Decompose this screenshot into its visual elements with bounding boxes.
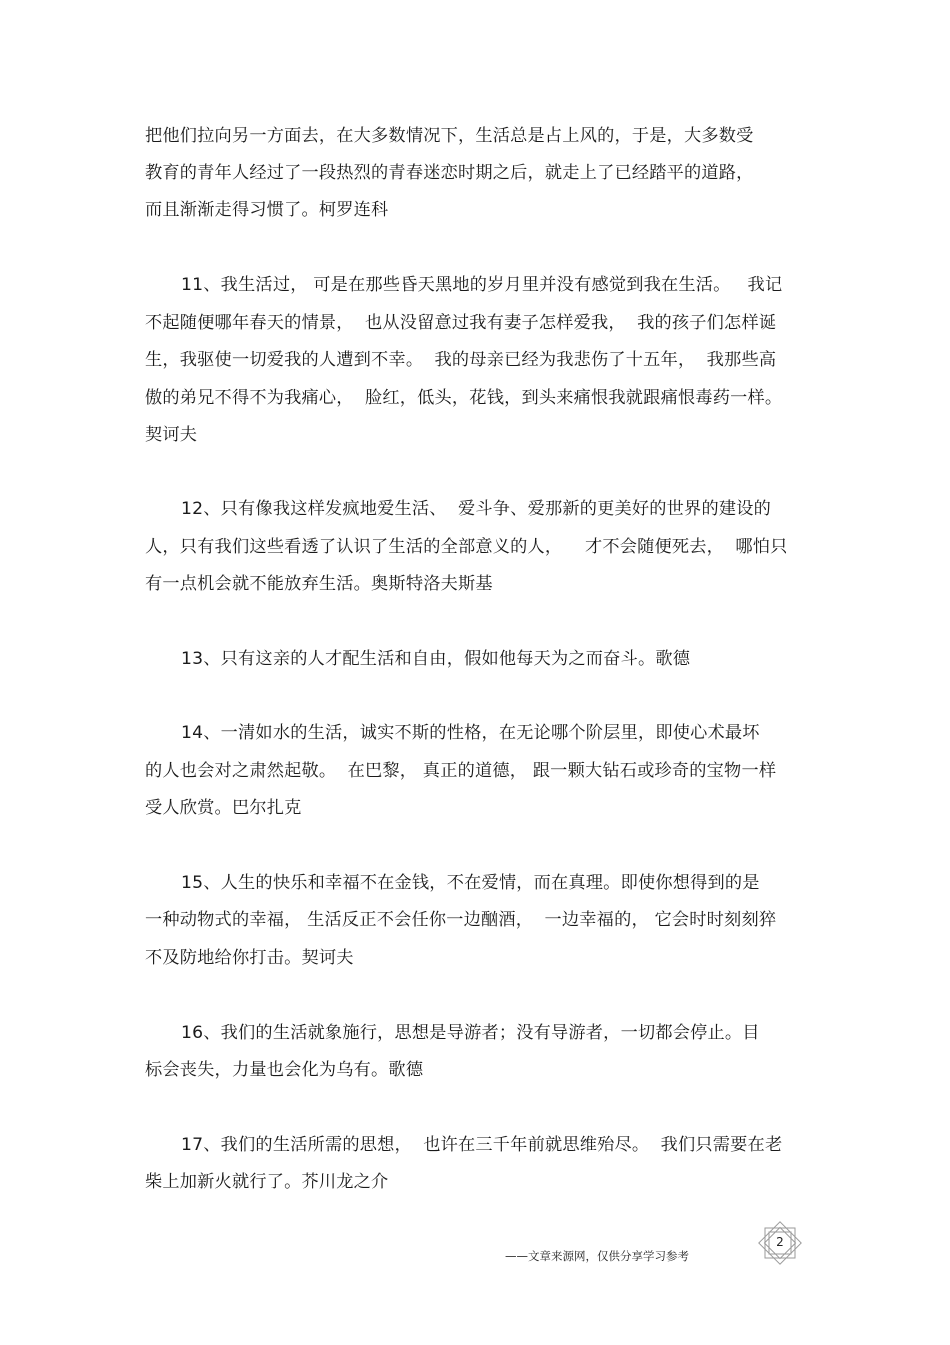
text-line: 14、一清如水的生活，诚实不斯的性格，在无论哪个阶层里，即使心术最坏 <box>181 723 760 743</box>
text-line: 16、我们的生活就象施行，思想是导游者；没有导游者，一切都会停止。目 <box>181 1023 760 1043</box>
text-line: 契诃夫 <box>145 425 198 445</box>
text-line: 而且渐渐走得习惯了。柯罗连科 <box>145 200 389 220</box>
text-line: 13、只有这亲的人才配生活和自由，假如他每天为之而奋斗。歌德 <box>181 649 691 669</box>
text-line: 把他们拉向另一方面去，在大多数情况下，生活总是占上风的，于是，大多数受 <box>145 126 754 146</box>
text-line: 11、我生活过， 可是在那些昏天黑地的岁月里并没有感觉到我在生活。 我记 <box>181 275 783 295</box>
text-line: 15、人生的快乐和幸福不在金钱，不在爱情，而在真理。即使你想得到的是 <box>181 873 760 893</box>
text-line: 标会丧失，力量也会化为乌有。歌德 <box>145 1060 424 1080</box>
text-line: 教育的青年人经过了一段热烈的青春迷恋时期之后，就走上了已经踏平的道路， <box>145 163 754 183</box>
text-line: 17、我们的生活所需的思想， 也许在三千年前就思维殆尽。 我们只需要在老 <box>181 1135 783 1155</box>
page-number: 2 <box>776 1235 784 1249</box>
text-line: 傲的弟兄不得不为我痛心， 脸红，低头，花钱，到头来痛恨我就跟痛恨毒药一样。 <box>145 388 783 408</box>
text-line: 柴上加新火就行了。芥川龙之介 <box>145 1172 389 1192</box>
text-line: 12、只有像我这样发疯地爱生活、 爱斗争、爱那新的更美好的世界的建设的 <box>181 499 772 519</box>
text-line: 生，我驱使一切爱我的人遭到不幸。 我的母亲已经为我悲伤了十五年， 我那些高 <box>145 350 777 370</box>
text-line: 的人也会对之肃然起敬。 在巴黎， 真正的道德， 跟一颗大钻石或珍奇的宝物一样 <box>145 761 777 781</box>
text-line: 一种动物式的幸福， 生活反正不会任你一边酗酒， 一边幸福的， 它会时时刻刻猝 <box>145 910 777 930</box>
footer-note: ——文章来源网，仅供分享学习参考 <box>505 1249 689 1263</box>
text-line: 不起随便哪年春天的情景， 也从没留意过我有妻子怎样爱我， 我的孩子们怎样诞 <box>145 313 777 333</box>
text-line: 人，只有我们这些看透了认识了生活的全部意义的人， 才不会随便死去， 哪怕只 <box>145 537 788 557</box>
page-number-badge <box>756 1219 804 1267</box>
text-line: 不及防地给你打击。契诃夫 <box>145 948 354 968</box>
text-line: 受人欣赏。巴尔扎克 <box>145 798 302 818</box>
text-line: 有一点机会就不能放弃生活。奥斯特洛夫斯基 <box>145 574 493 594</box>
